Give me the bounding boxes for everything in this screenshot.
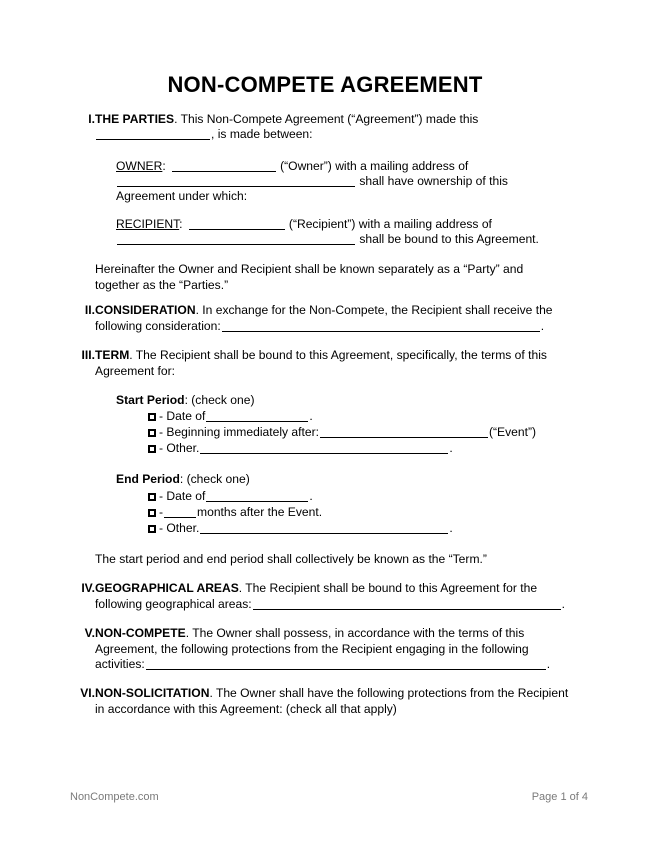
checkbox-icon[interactable] bbox=[148, 525, 156, 533]
start-option-after-suffix: (“Event”) bbox=[488, 425, 537, 439]
recipient-name-blank[interactable] bbox=[189, 218, 285, 230]
term-text-a: . The Recipient shall be bound to this Agreement, specifically, the terms of this Agreement for: bbox=[95, 348, 547, 378]
section-heading-non-compete: NON-COMPETE bbox=[95, 626, 186, 640]
section-numeral-iii: III. bbox=[81, 348, 95, 362]
hereinafter-paragraph: Hereinafter the Owner and Recipient shall be known separately as a “Party” and together as the “Parties.” bbox=[95, 262, 524, 292]
start-option-other-prefix: - Other. bbox=[159, 441, 200, 455]
end-option-date[interactable] bbox=[148, 489, 313, 505]
consideration-text-b: . bbox=[540, 318, 545, 333]
end-option-other[interactable] bbox=[148, 521, 453, 537]
owner-line-3 bbox=[116, 189, 576, 205]
section-geographical-areas-body bbox=[95, 581, 572, 612]
geographical-text-b: . bbox=[561, 596, 566, 611]
checkbox-icon[interactable] bbox=[148, 445, 156, 453]
section-numeral-v: V. bbox=[84, 626, 95, 640]
owner-text-c: Agreement under which: bbox=[116, 189, 248, 203]
end-period-heading bbox=[116, 472, 250, 488]
checkbox-icon[interactable] bbox=[148, 509, 156, 517]
section-heading-geographical-areas: GEOGRAPHICAL AREAS bbox=[95, 581, 239, 595]
consideration-blank[interactable] bbox=[222, 320, 540, 332]
recipient-line-2 bbox=[116, 232, 576, 248]
page-title: NON-COMPETE AGREEMENT bbox=[167, 72, 483, 97]
section-consideration bbox=[75, 303, 572, 334]
end-option-months[interactable] bbox=[148, 505, 322, 521]
agreement-date-blank[interactable] bbox=[96, 128, 210, 140]
start-option-date-suffix: . bbox=[309, 409, 313, 423]
recipient-text-a: (“Recipient”) with a mailing address of bbox=[288, 217, 492, 231]
geographical-text-a: . The Recipient shall be bound to this Agreement for the following geographical areas: bbox=[95, 581, 538, 611]
non-solicitation-text-a: . The Owner shall have the following protections from the Recipient in accordance with this Agreement: (check all that apply) bbox=[95, 686, 569, 716]
start-option-after-prefix: - Beginning immediately after: bbox=[159, 425, 319, 439]
owner-name-blank[interactable] bbox=[172, 160, 276, 172]
recipient-line-1 bbox=[116, 217, 576, 233]
section-non-solicitation bbox=[75, 686, 572, 717]
section-heading-the-parties: THE PARTIES bbox=[95, 112, 175, 126]
checkbox-icon[interactable] bbox=[148, 493, 156, 501]
section-consideration-body bbox=[95, 303, 572, 334]
start-period-hint: : (check one) bbox=[184, 393, 255, 407]
end-months-blank[interactable] bbox=[164, 506, 196, 518]
non-compete-blank[interactable] bbox=[146, 658, 546, 670]
end-option-date-prefix: - Date of bbox=[159, 489, 206, 503]
end-period-hint: : (check one) bbox=[179, 472, 250, 486]
section-the-parties-body bbox=[95, 112, 572, 128]
owner-address-blank[interactable] bbox=[117, 175, 355, 187]
owner-text-a: (“Owner”) with a mailing address of bbox=[280, 159, 469, 173]
section-term-body bbox=[95, 348, 572, 379]
recipient-text-b: shall be bound to this Agreement. bbox=[359, 232, 539, 246]
the-parties-text-a: . This Non-Compete Agreement (“Agreement”) made this bbox=[174, 112, 479, 126]
start-event-blank[interactable] bbox=[320, 426, 488, 438]
start-option-date-prefix: - Date of bbox=[159, 409, 206, 423]
end-other-blank[interactable] bbox=[200, 522, 448, 534]
section-heading-non-solicitation: NON-SOLICITATION bbox=[95, 686, 210, 700]
section-the-parties bbox=[75, 112, 572, 128]
owner-text-b: shall have ownership of this bbox=[359, 174, 508, 188]
owner-colon: : bbox=[162, 159, 166, 173]
start-option-other-suffix: . bbox=[449, 441, 453, 455]
recipient-address-blank[interactable] bbox=[117, 233, 355, 245]
section-numeral-iv: IV. bbox=[81, 581, 95, 595]
footer-page-number: Page 1 of 4 bbox=[531, 791, 588, 803]
section-heading-term: TERM bbox=[95, 348, 130, 362]
checkbox-icon[interactable] bbox=[148, 429, 156, 437]
the-parties-date-line bbox=[95, 127, 575, 143]
end-option-months-middle: months after the Event. bbox=[197, 505, 323, 519]
owner-label: OWNER bbox=[116, 159, 163, 173]
checkbox-icon[interactable] bbox=[148, 413, 156, 421]
section-numeral-ii: II. bbox=[84, 303, 95, 317]
section-non-compete-body bbox=[95, 626, 572, 673]
start-other-blank[interactable] bbox=[200, 442, 448, 454]
section-geographical-areas bbox=[75, 581, 572, 612]
section-heading-consideration: CONSIDERATION bbox=[95, 303, 196, 317]
recipient-label: RECIPIENT bbox=[116, 217, 180, 231]
term-closing-paragraph: The start period and end period shall collectively be known as the “Term.” bbox=[95, 552, 487, 566]
end-period-label: End Period bbox=[116, 472, 180, 486]
owner-line-1 bbox=[116, 159, 576, 175]
section-term bbox=[75, 348, 572, 379]
end-date-blank[interactable] bbox=[206, 490, 308, 502]
owner-line-2 bbox=[116, 174, 576, 190]
non-compete-text-a: . The Owner shall possess, in accordance with the terms of this Agreement, the following protections from the Recipient engaging in the following activities: bbox=[95, 626, 529, 672]
start-option-after-event[interactable] bbox=[148, 425, 536, 441]
start-period-label: Start Period bbox=[116, 393, 185, 407]
geographical-blank[interactable] bbox=[253, 598, 561, 610]
end-option-other-prefix: - Other. bbox=[159, 521, 200, 535]
footer-site-name: NonCompete.com bbox=[70, 791, 159, 803]
non-compete-text-b: . bbox=[546, 657, 551, 672]
section-numeral-vi: VI. bbox=[80, 686, 95, 700]
end-option-date-suffix: . bbox=[309, 489, 313, 503]
the-parties-text-b: , is made between: bbox=[211, 127, 313, 141]
end-option-months-prefix: - bbox=[159, 505, 164, 519]
end-option-other-suffix: . bbox=[449, 521, 453, 535]
section-non-solicitation-body bbox=[95, 686, 572, 717]
recipient-colon: : bbox=[179, 217, 183, 231]
consideration-text-a: . In exchange for the Non-Compete, the Recipient shall receive the following consideration: bbox=[95, 303, 553, 333]
start-date-blank[interactable] bbox=[206, 410, 308, 422]
section-numeral-i: I. bbox=[88, 112, 95, 126]
section-non-compete bbox=[75, 626, 572, 673]
start-option-other[interactable] bbox=[148, 441, 453, 457]
start-option-date[interactable] bbox=[148, 409, 313, 425]
start-period-heading bbox=[116, 393, 254, 409]
